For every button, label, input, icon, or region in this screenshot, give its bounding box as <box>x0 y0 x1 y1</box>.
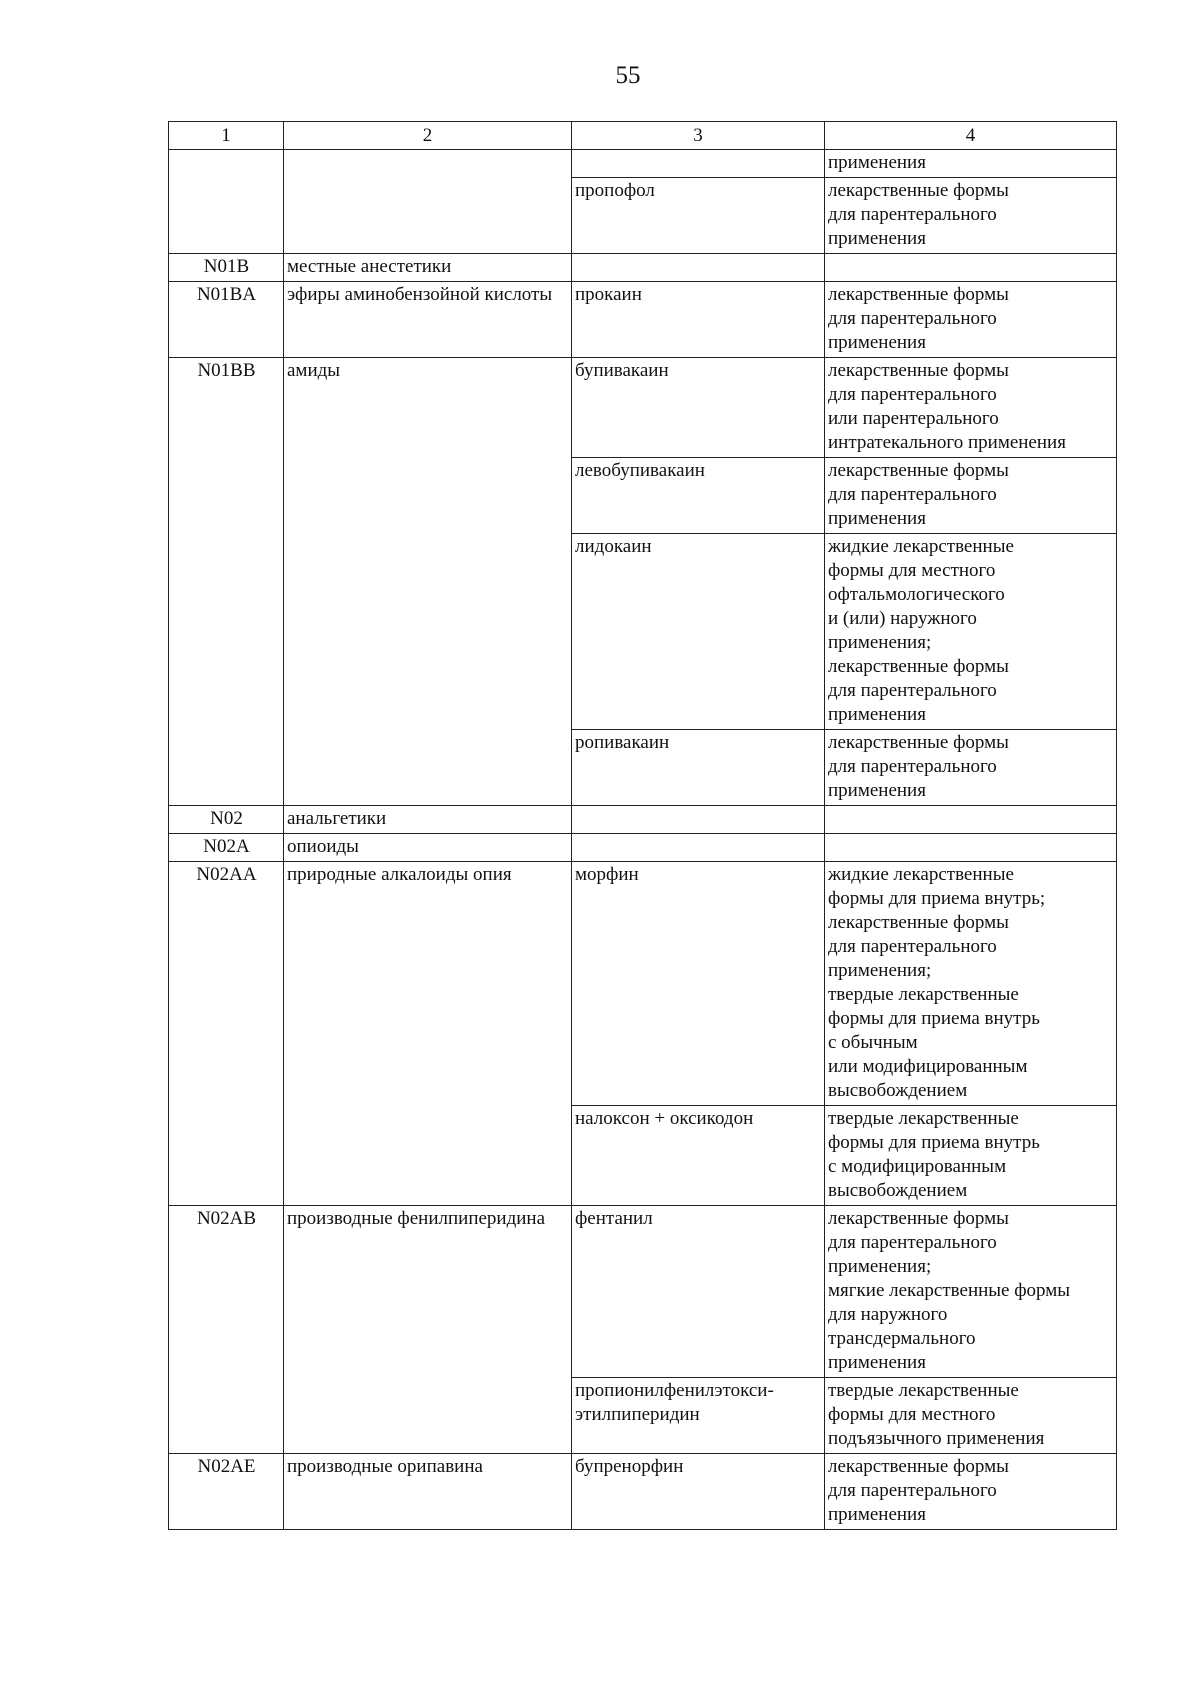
drug-cell: фентанил <box>572 1206 825 1378</box>
code-cell: N02A <box>169 834 284 862</box>
code-cell <box>169 150 284 254</box>
table-row <box>169 1206 1117 1378</box>
table-row <box>169 806 1117 834</box>
code-cell: N01BA <box>169 282 284 358</box>
table-row <box>169 834 1117 862</box>
drug-cell: бупивакаин <box>572 358 825 458</box>
forms-cell <box>825 834 1117 862</box>
drug-cell: пропионилфенилэтокси- этилпиперидин <box>572 1378 825 1454</box>
forms-cell: лекарственные формы для парентерального применения <box>825 1454 1117 1530</box>
group-cell: производные орипавина <box>284 1454 572 1530</box>
drug-cell: бупренорфин <box>572 1454 825 1530</box>
group-cell: амиды <box>284 358 572 806</box>
column-header-4: 4 <box>825 122 1117 150</box>
forms-cell: лекарственные формы для парентерального применения <box>825 282 1117 358</box>
code-cell: N01B <box>169 254 284 282</box>
drug-cell: лидокаин <box>572 534 825 730</box>
group-cell: природные алкалоиды опия <box>284 862 572 1206</box>
code-cell: N02AB <box>169 1206 284 1454</box>
header-row <box>169 122 1117 150</box>
forms-cell: применения <box>825 150 1117 178</box>
group-cell: местные анестетики <box>284 254 572 282</box>
group-cell: анальгетики <box>284 806 572 834</box>
table-row <box>169 358 1117 458</box>
drug-cell <box>572 806 825 834</box>
drug-cell <box>572 254 825 282</box>
drug-cell: левобупивакаин <box>572 458 825 534</box>
code-cell: N02AA <box>169 862 284 1206</box>
column-header-1: 1 <box>169 122 284 150</box>
forms-cell <box>825 806 1117 834</box>
group-cell: производные фенилпиперидина <box>284 1206 572 1454</box>
code-cell: N01BB <box>169 358 284 806</box>
drug-cell <box>572 150 825 178</box>
table-row <box>169 150 1117 178</box>
forms-cell: лекарственные формы для парентерального применения <box>825 458 1117 534</box>
forms-cell: твердые лекарственные формы для приема внутрь с модифицированным высвобождением <box>825 1106 1117 1206</box>
column-header-2: 2 <box>284 122 572 150</box>
group-cell: опиоиды <box>284 834 572 862</box>
forms-cell: жидкие лекарственные формы для приема внутрь; лекарственные формы для парентерального применения; твердые лекарственные формы для приема внутрь с обычным или модифицированным высвобождением <box>825 862 1117 1106</box>
drug-cell: пропофол <box>572 178 825 254</box>
drug-cell: налоксон + оксикодон <box>572 1106 825 1206</box>
forms-cell: жидкие лекарственные формы для местного офтальмологического и (или) наружного применения; лекарственные формы для парентерального применения <box>825 534 1117 730</box>
drug-cell: прокаин <box>572 282 825 358</box>
page-number: 55 <box>615 62 641 89</box>
forms-cell: лекарственные формы для парентерального применения; мягкие лекарственные формы для наружного трансдермального применения <box>825 1206 1117 1378</box>
column-header-3: 3 <box>572 122 825 150</box>
drug-cell: ропивакаин <box>572 730 825 806</box>
forms-cell: лекарственные формы для парентерального применения <box>825 178 1117 254</box>
forms-cell <box>825 254 1117 282</box>
group-cell <box>284 150 572 254</box>
drug-cell: морфин <box>572 862 825 1106</box>
code-cell: N02AE <box>169 1454 284 1530</box>
drug-cell <box>572 834 825 862</box>
group-cell: эфиры аминобензойной кислоты <box>284 282 572 358</box>
table-row <box>169 282 1117 358</box>
forms-cell: лекарственные формы для парентерального или парентерального интратекального применения <box>825 358 1117 458</box>
drug-table <box>168 121 1117 1530</box>
table-row <box>169 254 1117 282</box>
table-row <box>169 1454 1117 1530</box>
code-cell: N02 <box>169 806 284 834</box>
forms-cell: лекарственные формы для парентерального применения <box>825 730 1117 806</box>
forms-cell: твердые лекарственные формы для местного подъязычного применения <box>825 1378 1117 1454</box>
table-row <box>169 862 1117 1106</box>
